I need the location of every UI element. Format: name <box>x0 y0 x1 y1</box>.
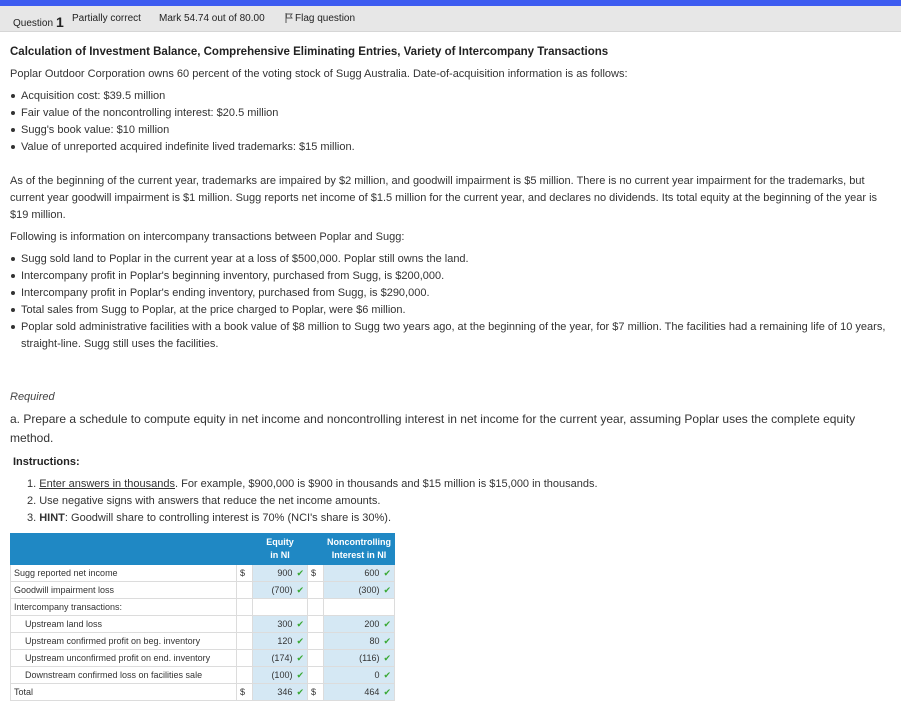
currency-sign: $ <box>308 565 324 582</box>
problem-title: Calculation of Investment Balance, Comprehensive Eliminating Entries, Variety of Intercompany Transactions <box>10 46 609 58</box>
check-icon: ✔ <box>296 686 304 697</box>
equity-input[interactable]: 346 ✔ <box>253 684 308 701</box>
acquisition-list <box>10 88 895 156</box>
table-row <box>11 650 395 667</box>
impairment-paragraph: As of the beginning of the current year, trademarks are impaired by $2 million, and goodwill impairment is $5 million. There is no current year impairment for the trademarks, but current year goodwill impairment is $1 million. Sugg reports net income of $1.5 million for the current year, and declares no dividends. Its total equity at the beginning of the year is $19 million. <box>10 175 878 221</box>
header-blank <box>11 534 237 565</box>
empty-cell <box>324 599 395 616</box>
question-number: Question 1 <box>13 14 64 30</box>
check-icon: ✔ <box>296 618 304 629</box>
table-header-row <box>11 534 395 565</box>
table-row <box>11 633 395 650</box>
currency-sign: $ <box>237 565 253 582</box>
required-text: a. Prepare a schedule to compute equity in net income and noncontrolling interest in net income for the current year, assuming Poplar uses the complete equity method. <box>10 412 856 445</box>
header-blank <box>237 534 253 565</box>
table-row <box>11 582 395 599</box>
equity-input[interactable]: (174) ✔ <box>253 650 308 667</box>
nci-input[interactable]: 600 ✔ <box>324 565 395 582</box>
empty-cell <box>308 582 324 599</box>
currency-sign: $ <box>237 684 253 701</box>
currency-sign: $ <box>308 684 324 701</box>
empty-cell <box>308 633 324 650</box>
check-icon: ✔ <box>383 584 391 595</box>
check-icon: ✔ <box>383 567 391 578</box>
row-label: Upstream confirmed profit on beg. inventory <box>11 633 237 650</box>
empty-cell <box>308 667 324 684</box>
check-icon: ✔ <box>296 635 304 646</box>
row-label: Upstream land loss <box>11 616 237 633</box>
flag-question-link[interactable]: Flag question <box>285 13 355 24</box>
list-item: Fair value of the noncontrolling interest: $20.5 million <box>10 105 895 122</box>
list-item: Sugg sold land to Poplar in the current year at a loss of $500,000. Poplar still owns the land. <box>10 251 895 268</box>
equity-schedule-table <box>10 533 395 701</box>
check-icon: ✔ <box>383 618 391 629</box>
required-label: Required <box>10 391 55 403</box>
list-item: Acquisition cost: $39.5 million <box>10 88 895 105</box>
empty-cell <box>253 599 308 616</box>
list-item: Intercompany profit in Poplar's ending inventory, purchased from Sugg, is $290,000. <box>10 285 895 302</box>
question-status: Partially correct <box>72 13 141 24</box>
question-content <box>10 44 895 527</box>
header-nci: Noncontrolling Interest in NI <box>324 534 395 565</box>
list-item: Total sales from Sugg to Poplar, at the price charged to Poplar, were $6 million. <box>10 302 895 319</box>
instructions-list <box>27 476 895 527</box>
list-item: Intercompany profit in Poplar's beginning inventory, purchased from Sugg, is $200,000. <box>10 268 895 285</box>
question-info-bar <box>0 6 901 32</box>
empty-cell <box>237 650 253 667</box>
equity-input[interactable]: 300 ✔ <box>253 616 308 633</box>
empty-cell <box>308 616 324 633</box>
table-row <box>11 684 395 701</box>
empty-cell <box>237 616 253 633</box>
row-label: Downstream confirmed loss on facilities sale <box>11 667 237 684</box>
nci-input[interactable]: (116) ✔ <box>324 650 395 667</box>
check-icon: ✔ <box>296 669 304 680</box>
check-icon: ✔ <box>296 652 304 663</box>
nci-input[interactable]: 0 ✔ <box>324 667 395 684</box>
header-equity: Equity in NI <box>253 534 308 565</box>
list-item: 3. HINT: Goodwill share to controlling interest is 70% (NCI's share is 30%). <box>27 512 392 524</box>
check-icon: ✔ <box>296 584 304 595</box>
list-item: 2. Use negative signs with answers that reduce the net income amounts. <box>27 495 381 507</box>
equity-input[interactable]: (700) ✔ <box>253 582 308 599</box>
empty-cell <box>237 582 253 599</box>
empty-cell <box>237 633 253 650</box>
check-icon: ✔ <box>383 652 391 663</box>
list-item: Value of unreported acquired indefinite lived trademarks: $15 million. <box>10 139 895 156</box>
header-blank <box>308 534 324 565</box>
table-row <box>11 667 395 684</box>
check-icon: ✔ <box>383 686 391 697</box>
equity-input[interactable]: (100) ✔ <box>253 667 308 684</box>
list-item: Sugg's book value: $10 million <box>10 122 895 139</box>
flag-icon <box>285 13 293 23</box>
nci-input[interactable]: 200 ✔ <box>324 616 395 633</box>
nci-input[interactable]: (300) ✔ <box>324 582 395 599</box>
empty-cell <box>308 599 324 616</box>
equity-input[interactable]: 900 ✔ <box>253 565 308 582</box>
check-icon: ✔ <box>383 635 391 646</box>
question-mark: Mark 54.74 out of 80.00 <box>159 13 265 24</box>
row-label: Goodwill impairment loss <box>11 582 237 599</box>
nci-input[interactable]: 464 ✔ <box>324 684 395 701</box>
nci-input[interactable]: 80 ✔ <box>324 633 395 650</box>
instructions-label: Instructions: <box>13 456 80 468</box>
table-row <box>11 565 395 582</box>
check-icon: ✔ <box>296 567 304 578</box>
row-label: Intercompany transactions: <box>11 599 237 616</box>
row-label: Upstream unconfirmed profit on end. inventory <box>11 650 237 667</box>
list-item: Poplar sold administrative facilities with a book value of $8 million to Sugg two years ago, at the beginning of the year, for $7 million. The facilities had a remaining life of 10 years, straight-line. Sugg still uses the facilities. <box>10 319 895 353</box>
list-item: 1. Enter answers in thousands. For example, $900,000 is $900 in thousands and $15 million is $15,000 in thousands. <box>27 478 598 490</box>
table-row <box>11 599 395 616</box>
row-label: Sugg reported net income <box>11 565 237 582</box>
following-text: Following is information on intercompany transactions between Poplar and Sugg: <box>10 231 405 243</box>
check-icon: ✔ <box>383 669 391 680</box>
row-label: Total <box>11 684 237 701</box>
equity-input[interactable]: 120 ✔ <box>253 633 308 650</box>
problem-intro: Poplar Outdoor Corporation owns 60 percent of the voting stock of Sugg Australia. Date-of-acquisition information is as follows: <box>10 68 628 80</box>
instructions-link[interactable]: Enter answers in thousands <box>39 478 175 490</box>
table-row <box>11 616 395 633</box>
empty-cell <box>237 667 253 684</box>
empty-cell <box>237 599 253 616</box>
transactions-list <box>10 251 895 353</box>
empty-cell <box>308 650 324 667</box>
